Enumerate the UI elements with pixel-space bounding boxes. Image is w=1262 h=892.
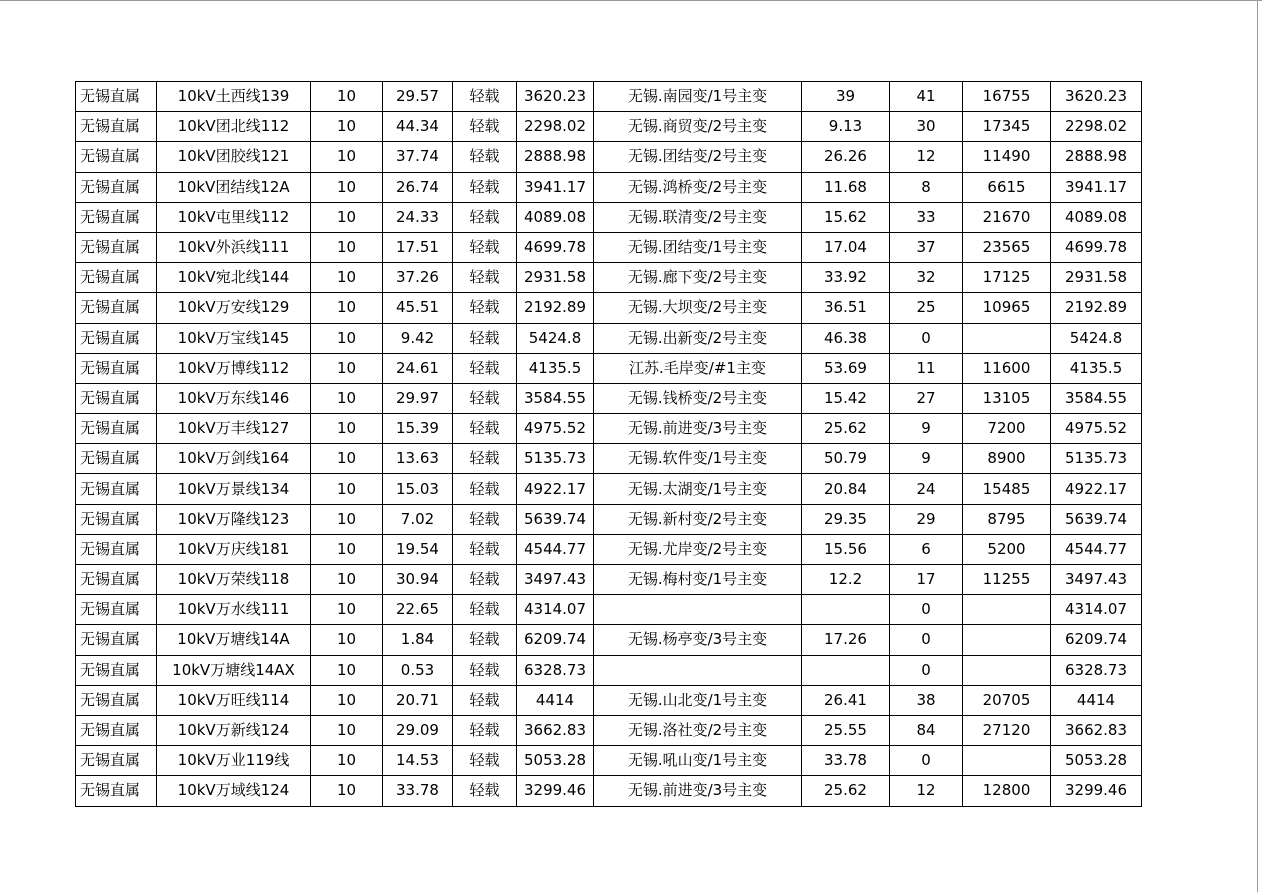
load-status-cell: 轻载 <box>453 715 517 745</box>
table-row <box>76 534 1142 564</box>
transformer-cell: 无锡.新村变/2号主变 <box>594 504 802 534</box>
user-count-cell: 6 <box>890 534 963 564</box>
company-cell: 无锡直属 <box>76 232 157 262</box>
line-name-cell: 10kV万丰线127 <box>157 414 311 444</box>
load-rate-cell: 13.63 <box>383 444 453 474</box>
line-name-cell: 10kV万剑线164 <box>157 444 311 474</box>
margin-cell: 3941.17 <box>1051 172 1142 202</box>
load-status-cell: 轻载 <box>453 112 517 142</box>
company-cell: 无锡直属 <box>76 82 157 112</box>
transformer-load-cell: 46.38 <box>802 323 890 353</box>
voltage-cell: 10 <box>311 474 383 504</box>
capacity-cell <box>963 746 1051 776</box>
margin-cell: 3662.83 <box>1051 715 1142 745</box>
table-row <box>76 263 1142 293</box>
page-top-border <box>0 0 1262 1</box>
company-cell: 无锡直属 <box>76 474 157 504</box>
table-row <box>76 383 1142 413</box>
load-rate-cell: 15.39 <box>383 414 453 444</box>
available-capacity-cell: 4544.77 <box>517 534 594 564</box>
available-capacity-cell: 4414 <box>517 685 594 715</box>
company-cell: 无锡直属 <box>76 625 157 655</box>
transformer-cell: 无锡.杨亭变/3号主变 <box>594 625 802 655</box>
capacity-cell <box>963 595 1051 625</box>
table-row <box>76 595 1142 625</box>
load-rate-cell: 24.61 <box>383 353 453 383</box>
load-status-cell: 轻载 <box>453 293 517 323</box>
capacity-cell: 11490 <box>963 142 1051 172</box>
company-cell: 无锡直属 <box>76 595 157 625</box>
transformer-load-cell: 53.69 <box>802 353 890 383</box>
transformer-load-cell: 15.42 <box>802 383 890 413</box>
table-row <box>76 172 1142 202</box>
table-row <box>76 776 1142 806</box>
available-capacity-cell: 3941.17 <box>517 172 594 202</box>
load-rate-cell: 17.51 <box>383 232 453 262</box>
load-status-cell: 轻载 <box>453 414 517 444</box>
company-cell: 无锡直属 <box>76 504 157 534</box>
company-cell: 无锡直属 <box>76 323 157 353</box>
transformer-cell: 无锡.联清变/2号主变 <box>594 202 802 232</box>
capacity-cell: 12800 <box>963 776 1051 806</box>
load-status-cell: 轻载 <box>453 142 517 172</box>
table-row <box>76 202 1142 232</box>
available-capacity-cell: 4135.5 <box>517 353 594 383</box>
load-rate-cell: 1.84 <box>383 625 453 655</box>
margin-cell: 4135.5 <box>1051 353 1142 383</box>
voltage-cell: 10 <box>311 504 383 534</box>
capacity-cell <box>963 625 1051 655</box>
company-cell: 无锡直属 <box>76 383 157 413</box>
voltage-cell: 10 <box>311 685 383 715</box>
margin-cell: 4922.17 <box>1051 474 1142 504</box>
capacity-cell: 10965 <box>963 293 1051 323</box>
capacity-cell: 23565 <box>963 232 1051 262</box>
load-status-cell: 轻载 <box>453 595 517 625</box>
available-capacity-cell: 4975.52 <box>517 414 594 444</box>
load-status-cell: 轻载 <box>453 353 517 383</box>
transformer-load-cell: 50.79 <box>802 444 890 474</box>
available-capacity-cell: 4089.08 <box>517 202 594 232</box>
margin-cell: 3584.55 <box>1051 383 1142 413</box>
capacity-cell: 11255 <box>963 565 1051 595</box>
capacity-cell: 6615 <box>963 172 1051 202</box>
transformer-cell <box>594 655 802 685</box>
table-row <box>76 353 1142 383</box>
line-name-cell: 10kV万安线129 <box>157 293 311 323</box>
transformer-cell: 无锡.团结变/1号主变 <box>594 232 802 262</box>
load-rate-cell: 0.53 <box>383 655 453 685</box>
voltage-cell: 10 <box>311 595 383 625</box>
load-rate-cell: 29.09 <box>383 715 453 745</box>
transformer-load-cell <box>802 655 890 685</box>
voltage-cell: 10 <box>311 746 383 776</box>
user-count-cell: 24 <box>890 474 963 504</box>
company-cell: 无锡直属 <box>76 565 157 595</box>
load-status-cell: 轻载 <box>453 232 517 262</box>
load-rate-cell: 29.57 <box>383 82 453 112</box>
line-name-cell: 10kV万宝线145 <box>157 323 311 353</box>
user-count-cell: 32 <box>890 263 963 293</box>
voltage-cell: 10 <box>311 534 383 564</box>
transformer-load-cell: 9.13 <box>802 112 890 142</box>
transformer-load-cell: 39 <box>802 82 890 112</box>
load-status-cell: 轻载 <box>453 776 517 806</box>
table-body <box>76 82 1142 807</box>
available-capacity-cell: 5053.28 <box>517 746 594 776</box>
user-count-cell: 12 <box>890 142 963 172</box>
capacity-cell: 27120 <box>963 715 1051 745</box>
available-capacity-cell: 6209.74 <box>517 625 594 655</box>
transformer-load-cell: 25.55 <box>802 715 890 745</box>
margin-cell: 4699.78 <box>1051 232 1142 262</box>
load-status-cell: 轻载 <box>453 685 517 715</box>
capacity-cell: 15485 <box>963 474 1051 504</box>
transformer-load-cell: 15.62 <box>802 202 890 232</box>
transformer-cell: 无锡.吼山变/1号主变 <box>594 746 802 776</box>
company-cell: 无锡直属 <box>76 715 157 745</box>
load-rate-cell: 37.26 <box>383 263 453 293</box>
transformer-load-cell: 12.2 <box>802 565 890 595</box>
line-name-cell: 10kV屯里线112 <box>157 202 311 232</box>
available-capacity-cell: 3662.83 <box>517 715 594 745</box>
company-cell: 无锡直属 <box>76 112 157 142</box>
company-cell: 无锡直属 <box>76 353 157 383</box>
transformer-load-cell: 26.26 <box>802 142 890 172</box>
voltage-cell: 10 <box>311 565 383 595</box>
load-status-cell: 轻载 <box>453 504 517 534</box>
capacity-cell <box>963 323 1051 353</box>
line-name-cell: 10kV万东线146 <box>157 383 311 413</box>
transformer-cell: 无锡.出新变/2号主变 <box>594 323 802 353</box>
capacity-cell: 17125 <box>963 263 1051 293</box>
transformer-cell: 无锡.南园变/1号主变 <box>594 82 802 112</box>
voltage-cell: 10 <box>311 202 383 232</box>
line-name-cell: 10kV土西线139 <box>157 82 311 112</box>
company-cell: 无锡直属 <box>76 685 157 715</box>
line-name-cell: 10kV万旺线114 <box>157 685 311 715</box>
company-cell: 无锡直属 <box>76 655 157 685</box>
transformer-cell: 无锡.前进变/3号主变 <box>594 414 802 444</box>
line-name-cell: 10kV万业119线 <box>157 746 311 776</box>
margin-cell: 2888.98 <box>1051 142 1142 172</box>
user-count-cell: 9 <box>890 444 963 474</box>
table-row <box>76 414 1142 444</box>
transformer-cell: 江苏.毛岸变/#1主变 <box>594 353 802 383</box>
line-name-cell: 10kV团结线12A <box>157 172 311 202</box>
margin-cell: 5053.28 <box>1051 746 1142 776</box>
table-row <box>76 232 1142 262</box>
voltage-cell: 10 <box>311 414 383 444</box>
available-capacity-cell: 3497.43 <box>517 565 594 595</box>
user-count-cell: 38 <box>890 685 963 715</box>
line-name-cell: 10kV宛北线144 <box>157 263 311 293</box>
available-capacity-cell: 5424.8 <box>517 323 594 353</box>
available-capacity-cell: 4699.78 <box>517 232 594 262</box>
load-status-cell: 轻载 <box>453 534 517 564</box>
user-count-cell: 33 <box>890 202 963 232</box>
company-cell: 无锡直属 <box>76 444 157 474</box>
available-capacity-cell: 4314.07 <box>517 595 594 625</box>
voltage-cell: 10 <box>311 715 383 745</box>
available-capacity-cell: 2192.89 <box>517 293 594 323</box>
load-rate-cell: 45.51 <box>383 293 453 323</box>
transformer-cell: 无锡.软件变/1号主变 <box>594 444 802 474</box>
voltage-cell: 10 <box>311 323 383 353</box>
transformer-load-cell: 17.26 <box>802 625 890 655</box>
load-rate-cell: 20.71 <box>383 685 453 715</box>
transformer-cell: 无锡.团结变/2号主变 <box>594 142 802 172</box>
company-cell: 无锡直属 <box>76 534 157 564</box>
transformer-cell: 无锡.尤岸变/2号主变 <box>594 534 802 564</box>
voltage-cell: 10 <box>311 232 383 262</box>
feeder-load-table <box>75 81 1142 807</box>
margin-cell: 4314.07 <box>1051 595 1142 625</box>
margin-cell: 4414 <box>1051 685 1142 715</box>
user-count-cell: 27 <box>890 383 963 413</box>
load-status-cell: 轻载 <box>453 383 517 413</box>
capacity-cell <box>963 655 1051 685</box>
company-cell: 无锡直属 <box>76 776 157 806</box>
load-rate-cell: 30.94 <box>383 565 453 595</box>
margin-cell: 6328.73 <box>1051 655 1142 685</box>
transformer-load-cell <box>802 595 890 625</box>
available-capacity-cell: 5639.74 <box>517 504 594 534</box>
load-status-cell: 轻载 <box>453 474 517 504</box>
transformer-load-cell: 33.92 <box>802 263 890 293</box>
margin-cell: 3299.46 <box>1051 776 1142 806</box>
table-row <box>76 293 1142 323</box>
voltage-cell: 10 <box>311 82 383 112</box>
transformer-cell: 无锡.商贸变/2号主变 <box>594 112 802 142</box>
capacity-cell: 7200 <box>963 414 1051 444</box>
user-count-cell: 0 <box>890 323 963 353</box>
load-rate-cell: 9.42 <box>383 323 453 353</box>
load-rate-cell: 24.33 <box>383 202 453 232</box>
transformer-cell: 无锡.钱桥变/2号主变 <box>594 383 802 413</box>
transformer-load-cell: 25.62 <box>802 414 890 444</box>
line-name-cell: 10kV万塘线14A <box>157 625 311 655</box>
table-row <box>76 112 1142 142</box>
available-capacity-cell: 3299.46 <box>517 776 594 806</box>
user-count-cell: 12 <box>890 776 963 806</box>
company-cell: 无锡直属 <box>76 263 157 293</box>
load-rate-cell: 37.74 <box>383 142 453 172</box>
capacity-cell: 5200 <box>963 534 1051 564</box>
table-row <box>76 715 1142 745</box>
transformer-load-cell: 20.84 <box>802 474 890 504</box>
margin-cell: 3497.43 <box>1051 565 1142 595</box>
transformer-load-cell: 17.04 <box>802 232 890 262</box>
transformer-load-cell: 15.56 <box>802 534 890 564</box>
load-rate-cell: 26.74 <box>383 172 453 202</box>
voltage-cell: 10 <box>311 293 383 323</box>
margin-cell: 4544.77 <box>1051 534 1142 564</box>
load-rate-cell: 22.65 <box>383 595 453 625</box>
transformer-cell: 无锡.梅村变/1号主变 <box>594 565 802 595</box>
transformer-load-cell: 25.62 <box>802 776 890 806</box>
voltage-cell: 10 <box>311 444 383 474</box>
load-rate-cell: 44.34 <box>383 112 453 142</box>
load-status-cell: 轻载 <box>453 202 517 232</box>
transformer-load-cell: 33.78 <box>802 746 890 776</box>
transformer-load-cell: 11.68 <box>802 172 890 202</box>
table-row <box>76 474 1142 504</box>
user-count-cell: 9 <box>890 414 963 444</box>
margin-cell: 3620.23 <box>1051 82 1142 112</box>
user-count-cell: 11 <box>890 353 963 383</box>
margin-cell: 5135.73 <box>1051 444 1142 474</box>
transformer-cell: 无锡.洛社变/2号主变 <box>594 715 802 745</box>
margin-cell: 4975.52 <box>1051 414 1142 444</box>
load-status-cell: 轻载 <box>453 565 517 595</box>
company-cell: 无锡直属 <box>76 202 157 232</box>
line-name-cell: 10kV万博线112 <box>157 353 311 383</box>
margin-cell: 2298.02 <box>1051 112 1142 142</box>
capacity-cell: 16755 <box>963 82 1051 112</box>
line-name-cell: 10kV外浜线111 <box>157 232 311 262</box>
transformer-cell: 无锡.廊下变/2号主变 <box>594 263 802 293</box>
user-count-cell: 29 <box>890 504 963 534</box>
transformer-load-cell: 29.35 <box>802 504 890 534</box>
capacity-cell: 13105 <box>963 383 1051 413</box>
margin-cell: 6209.74 <box>1051 625 1142 655</box>
available-capacity-cell: 4922.17 <box>517 474 594 504</box>
table-row <box>76 685 1142 715</box>
voltage-cell: 10 <box>311 655 383 685</box>
load-status-cell: 轻载 <box>453 82 517 112</box>
capacity-cell: 17345 <box>963 112 1051 142</box>
user-count-cell: 0 <box>890 595 963 625</box>
user-count-cell: 0 <box>890 625 963 655</box>
company-cell: 无锡直属 <box>76 746 157 776</box>
table-row <box>76 323 1142 353</box>
margin-cell: 5424.8 <box>1051 323 1142 353</box>
available-capacity-cell: 3620.23 <box>517 82 594 112</box>
line-name-cell: 10kV万隆线123 <box>157 504 311 534</box>
capacity-cell: 8900 <box>963 444 1051 474</box>
voltage-cell: 10 <box>311 112 383 142</box>
voltage-cell: 10 <box>311 142 383 172</box>
load-rate-cell: 29.97 <box>383 383 453 413</box>
line-name-cell: 10kV万水线111 <box>157 595 311 625</box>
user-count-cell: 25 <box>890 293 963 323</box>
margin-cell: 5639.74 <box>1051 504 1142 534</box>
voltage-cell: 10 <box>311 172 383 202</box>
page-right-border <box>1257 0 1258 892</box>
load-rate-cell: 15.03 <box>383 474 453 504</box>
line-name-cell: 10kV万域线124 <box>157 776 311 806</box>
line-name-cell: 10kV万荣线118 <box>157 565 311 595</box>
transformer-load-cell: 26.41 <box>802 685 890 715</box>
available-capacity-cell: 5135.73 <box>517 444 594 474</box>
available-capacity-cell: 2298.02 <box>517 112 594 142</box>
capacity-cell: 11600 <box>963 353 1051 383</box>
load-rate-cell: 7.02 <box>383 504 453 534</box>
user-count-cell: 37 <box>890 232 963 262</box>
load-status-cell: 轻载 <box>453 172 517 202</box>
table-row <box>76 746 1142 776</box>
load-status-cell: 轻载 <box>453 323 517 353</box>
company-cell: 无锡直属 <box>76 172 157 202</box>
line-name-cell: 10kV万庆线181 <box>157 534 311 564</box>
company-cell: 无锡直属 <box>76 293 157 323</box>
user-count-cell: 0 <box>890 655 963 685</box>
table-row <box>76 625 1142 655</box>
voltage-cell: 10 <box>311 263 383 293</box>
available-capacity-cell: 3584.55 <box>517 383 594 413</box>
margin-cell: 2931.58 <box>1051 263 1142 293</box>
voltage-cell: 10 <box>311 776 383 806</box>
transformer-cell: 无锡.山北变/1号主变 <box>594 685 802 715</box>
table-row <box>76 82 1142 112</box>
transformer-load-cell: 36.51 <box>802 293 890 323</box>
user-count-cell: 0 <box>890 746 963 776</box>
line-name-cell: 10kV团北线112 <box>157 112 311 142</box>
table-row <box>76 565 1142 595</box>
company-cell: 无锡直属 <box>76 142 157 172</box>
user-count-cell: 8 <box>890 172 963 202</box>
line-name-cell: 10kV团胶线121 <box>157 142 311 172</box>
margin-cell: 4089.08 <box>1051 202 1142 232</box>
load-status-cell: 轻载 <box>453 625 517 655</box>
voltage-cell: 10 <box>311 625 383 655</box>
available-capacity-cell: 6328.73 <box>517 655 594 685</box>
load-rate-cell: 14.53 <box>383 746 453 776</box>
line-name-cell: 10kV万新线124 <box>157 715 311 745</box>
table-row <box>76 444 1142 474</box>
voltage-cell: 10 <box>311 353 383 383</box>
table-row <box>76 142 1142 172</box>
load-rate-cell: 33.78 <box>383 776 453 806</box>
load-status-cell: 轻载 <box>453 263 517 293</box>
margin-cell: 2192.89 <box>1051 293 1142 323</box>
capacity-cell: 8795 <box>963 504 1051 534</box>
table-row <box>76 655 1142 685</box>
load-status-cell: 轻载 <box>453 655 517 685</box>
load-status-cell: 轻载 <box>453 746 517 776</box>
user-count-cell: 84 <box>890 715 963 745</box>
available-capacity-cell: 2888.98 <box>517 142 594 172</box>
transformer-cell <box>594 595 802 625</box>
line-name-cell: 10kV万景线134 <box>157 474 311 504</box>
user-count-cell: 17 <box>890 565 963 595</box>
table-row <box>76 504 1142 534</box>
load-rate-cell: 19.54 <box>383 534 453 564</box>
user-count-cell: 30 <box>890 112 963 142</box>
voltage-cell: 10 <box>311 383 383 413</box>
capacity-cell: 20705 <box>963 685 1051 715</box>
load-status-cell: 轻载 <box>453 444 517 474</box>
capacity-cell: 21670 <box>963 202 1051 232</box>
company-cell: 无锡直属 <box>76 414 157 444</box>
available-capacity-cell: 2931.58 <box>517 263 594 293</box>
line-name-cell: 10kV万塘线14AX <box>157 655 311 685</box>
transformer-cell: 无锡.太湖变/1号主变 <box>594 474 802 504</box>
transformer-cell: 无锡.大坝变/2号主变 <box>594 293 802 323</box>
user-count-cell: 41 <box>890 82 963 112</box>
transformer-cell: 无锡.前进变/3号主变 <box>594 776 802 806</box>
transformer-cell: 无锡.鸿桥变/2号主变 <box>594 172 802 202</box>
